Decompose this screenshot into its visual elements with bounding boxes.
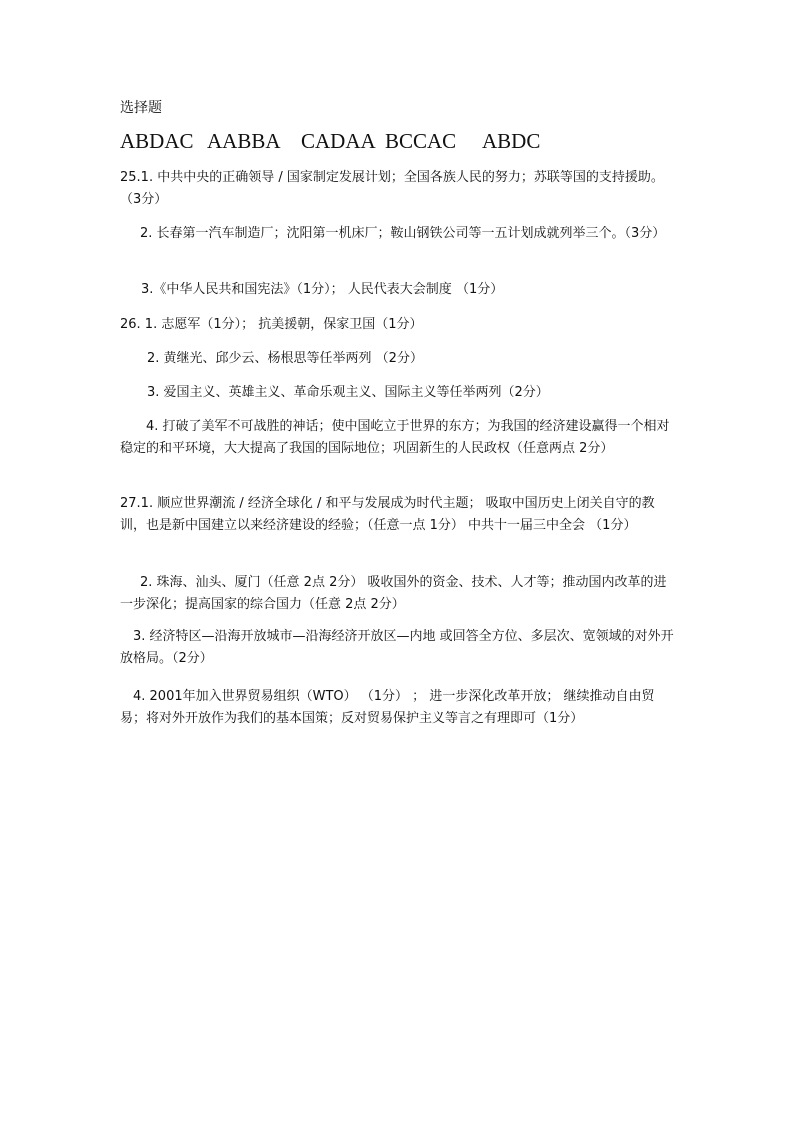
answer-27-4: 4. 2001年加入世界贸易组织（WTO） （1分） ； 进一步深化改革开放； 继续推动自由贸易；将对外开放作为我们的基本国策；反对贸易保护主义等言之有理即可（1分）	[120, 689, 655, 726]
answer-25-2: 2. 长春第一汽车制造厂；沈阳第一机床厂；鞍山钢铁公司等一五计划成就列举三个。（3分）	[140, 226, 666, 241]
answer-group-4: BCCAC	[385, 129, 457, 153]
answer-26-1: 26. 1. 志愿军（1分）； 抗美援朝，保家卫国（1分）	[120, 317, 423, 332]
answer-group-2: AABBA	[207, 129, 281, 153]
answer-25-3: 3.《中华人民共和国宪法》（1分）； 人民代表大会制度 （1分）	[141, 282, 504, 297]
answer-26-3: 3. 爱国主义、英雄主义、革命乐观主义、国际主义等任举两列（2分）	[147, 385, 549, 400]
answer-25-1: 25.1. 中共中央的正确领导 / 国家制定发展计划；全国各族人民的努力；苏联等国的支持援助。（3分）	[120, 170, 664, 207]
answer-27-2: 2. 珠海、汕头、厦门（任意 2点 2分） 吸收国外的资金、技术、人才等；推动国内改革的进一步深化；提高国家的综合国力（任意 2点 2分）	[120, 575, 667, 612]
answer-26-4: 4. 打破了美军不可战胜的神话；使中国屹立于世界的东方；为我国的经济建设赢得一个相对稳定的和平环境，大大提高了我国的国际地位；巩固新生的人民政权（任意两点 2分）	[120, 419, 670, 456]
answer-26-2: 2. 黄继光、邱少云、杨根思等任举两列 （2分）	[147, 351, 423, 366]
answer-group-5: ABDC	[482, 129, 541, 153]
section-heading-multiple-choice: 选择题	[120, 100, 162, 116]
answer-27-3: 3. 经济特区—沿海开放城市—沿海经济开放区—内地 或回答全方位、多层次、宽领域的对外开放格局。（2分）	[120, 629, 674, 666]
answer-group-1: ABDAC	[120, 129, 194, 153]
answer-group-3: CADAA	[301, 129, 376, 153]
multiple-choice-answers	[120, 127, 680, 155]
answer-27-1: 27.1. 顺应世界潮流 / 经济全球化 / 和平与发展成为时代主题； 吸取中国历史上闭关自守的教训，也是新中国建立以来经济建设的经验；（任意一点 1分） 中共十一届三中全会 （1分）	[120, 496, 655, 533]
